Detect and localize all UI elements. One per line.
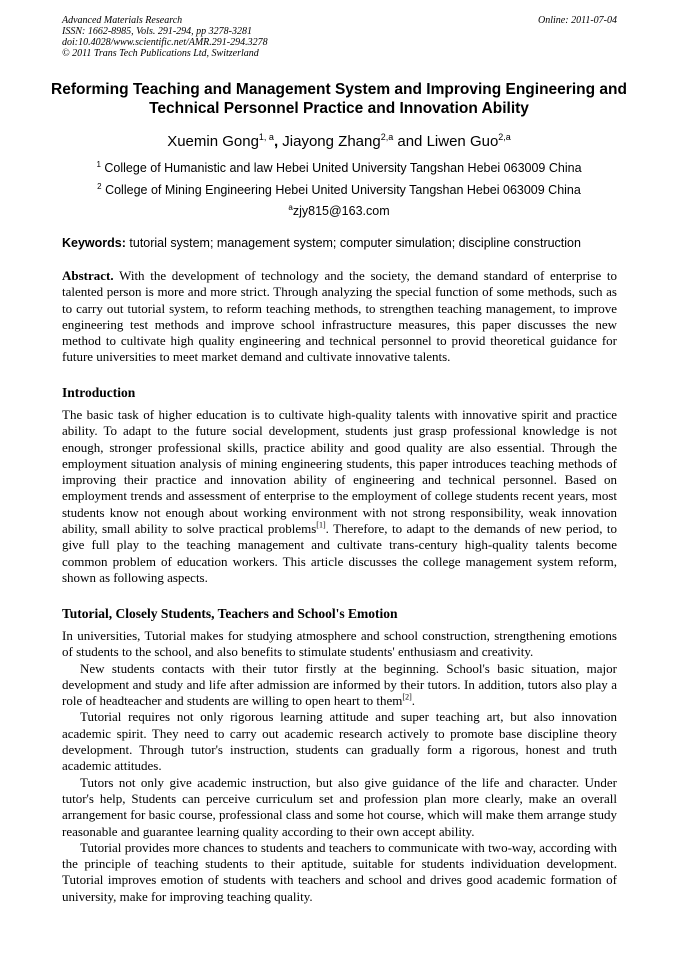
doi-line: doi:10.4028/www.scientific.net/AMR.291-294.3278 (62, 37, 268, 48)
email-text[interactable]: zjy815@163.com (292, 204, 390, 219)
copyright-line: © 2011 Trans Tech Publications Ltd, Switzerland (62, 48, 259, 59)
section-heading-tutorial: Tutorial, Closely Students, Teachers and School's Emotion (62, 606, 398, 621)
affiliation (40, 157, 638, 176)
affiliation-number: 2 (97, 182, 102, 191)
paragraph-text: New students contacts with their tutor firstly at the beginning. School's basic situation, major development and study and life after admission are informed by their tutors. In addition, tutors also play a role of headteacher and students are willing to open heart to them (62, 660, 617, 709)
online-date: Online: 2011-07-04 (538, 15, 617, 26)
introduction-body (62, 407, 617, 586)
paragraph: Tutorial requires not only rigorous learning attitude and super teaching art, but also innovation academic spirit. They need to carry out academic research actively to promote base discipline theory development. Through tutor's instruction, students can gradually form a rigorous, honest and truth academic attitudes. (62, 709, 617, 774)
paragraph-text: . (411, 693, 415, 709)
tutorial-body (62, 628, 617, 905)
affiliation (40, 179, 638, 198)
paragraph (62, 661, 617, 710)
keywords (62, 236, 617, 251)
section-heading-introduction: Introduction (62, 385, 136, 400)
affiliation-text: College of Humanistic and law Hebei United University Tangshan Hebei 063009 China (104, 161, 582, 176)
keywords-text: tutorial system; management system; computer simulation; discipline construction (129, 236, 581, 250)
paragraph: Tutors not only give academic instruction, but also give guidance of the life and character. Under tutor's help, Students can perceive curriculum set and profession plan more clearly, make an overall arrangement for basic course, professional class and some hot course, which will make them arrange study reasonable and guarantee learning quality according to their own accept ability. (62, 774, 617, 839)
citation-ref[interactable]: [2] (402, 692, 412, 702)
author-superscript: 1, a (258, 132, 274, 142)
author-email (40, 200, 638, 219)
journal-name: Advanced Materials Research (62, 15, 183, 26)
paragraph-text: . Therefore, to adapt to the demands of new period, to give full play to the teaching management and cultivate trans-century high-quality talents become common problem of education workers. This article discusses the college management system reform, shown as following aspects. (62, 521, 617, 585)
author-name: Liwen Guo (426, 133, 499, 150)
affiliation-number: 1 (96, 160, 101, 169)
abstract-text: With the development of technology and the society, the demand standard of enterprise to talented person is more and more strict. Through analyzing the special function of some methods, such as to carry out tutorial system, to reform teaching methods, to strengthen teaching management, to improve engineering test methods and improve school infrastructure measures, this paper discusses the new method to cultivate high quality engineering and technical personnel to provid theoretical guidance for future universities to meet market demand and cultivate innovative talents. (62, 268, 617, 365)
abstract (62, 268, 617, 366)
author-superscript: 2,a (498, 132, 511, 142)
author-name: Xuemin Gong (167, 133, 259, 150)
journal-header (62, 15, 617, 59)
author-name: Jiayong Zhang (282, 133, 381, 150)
author-superscript: 2,a (380, 132, 394, 142)
paragraph: Tutorial provides more chances to students and teachers to communicate with two-way, according with the principle of teaching students to their aptitude, suitable for students individuation development. Tutorial improves emotion of students with teachers and school and drives good academic formation of university, make for improving teaching quality. (62, 839, 617, 904)
author-separator: , (273, 133, 283, 150)
paragraph (62, 407, 617, 586)
keywords-label: Keywords: (62, 236, 126, 250)
abstract-label: Abstract. (62, 268, 114, 283)
author-list (40, 128, 638, 151)
paragraph: In universities, Tutorial makes for studying atmosphere and school construction, strengthening emotions of students to the school, and also benefits to stimulate students' enthusiasm and creativity. (62, 628, 617, 660)
issn-line: ISSN: 1662-8985, Vols. 291-294, pp 3278-3281 (62, 26, 252, 37)
email-superscript: a (288, 203, 293, 212)
affiliation-text: College of Mining Engineering Hebei United University Tangshan Hebei 063009 China (105, 183, 581, 198)
citation-ref[interactable]: [1] (316, 520, 326, 530)
paragraph-text: The basic task of higher education is to cultivate high-quality talents with innovative spirit and practice ability. To adapt to the future social development, students just grasp professional knowledge is not enough, stronger professional skills, practice ability and good quality are also essential. Through the employment situation analysis of mining engineering students, this paper introduces teaching methods of improving their practice and innovation ability of engineering and technical personnel. Based on employment trends and assessment of enterprise to the employment of college students recent years, most students know not enough about working environment with not strong responsibility, weak innovation ability, small ability to solve practical problems (62, 407, 617, 537)
author-separator: and (393, 133, 427, 150)
paper-title: Reforming Teaching and Management System and Improving Engineering and Technical Personnel Practice and Innovation Ability (51, 81, 627, 117)
